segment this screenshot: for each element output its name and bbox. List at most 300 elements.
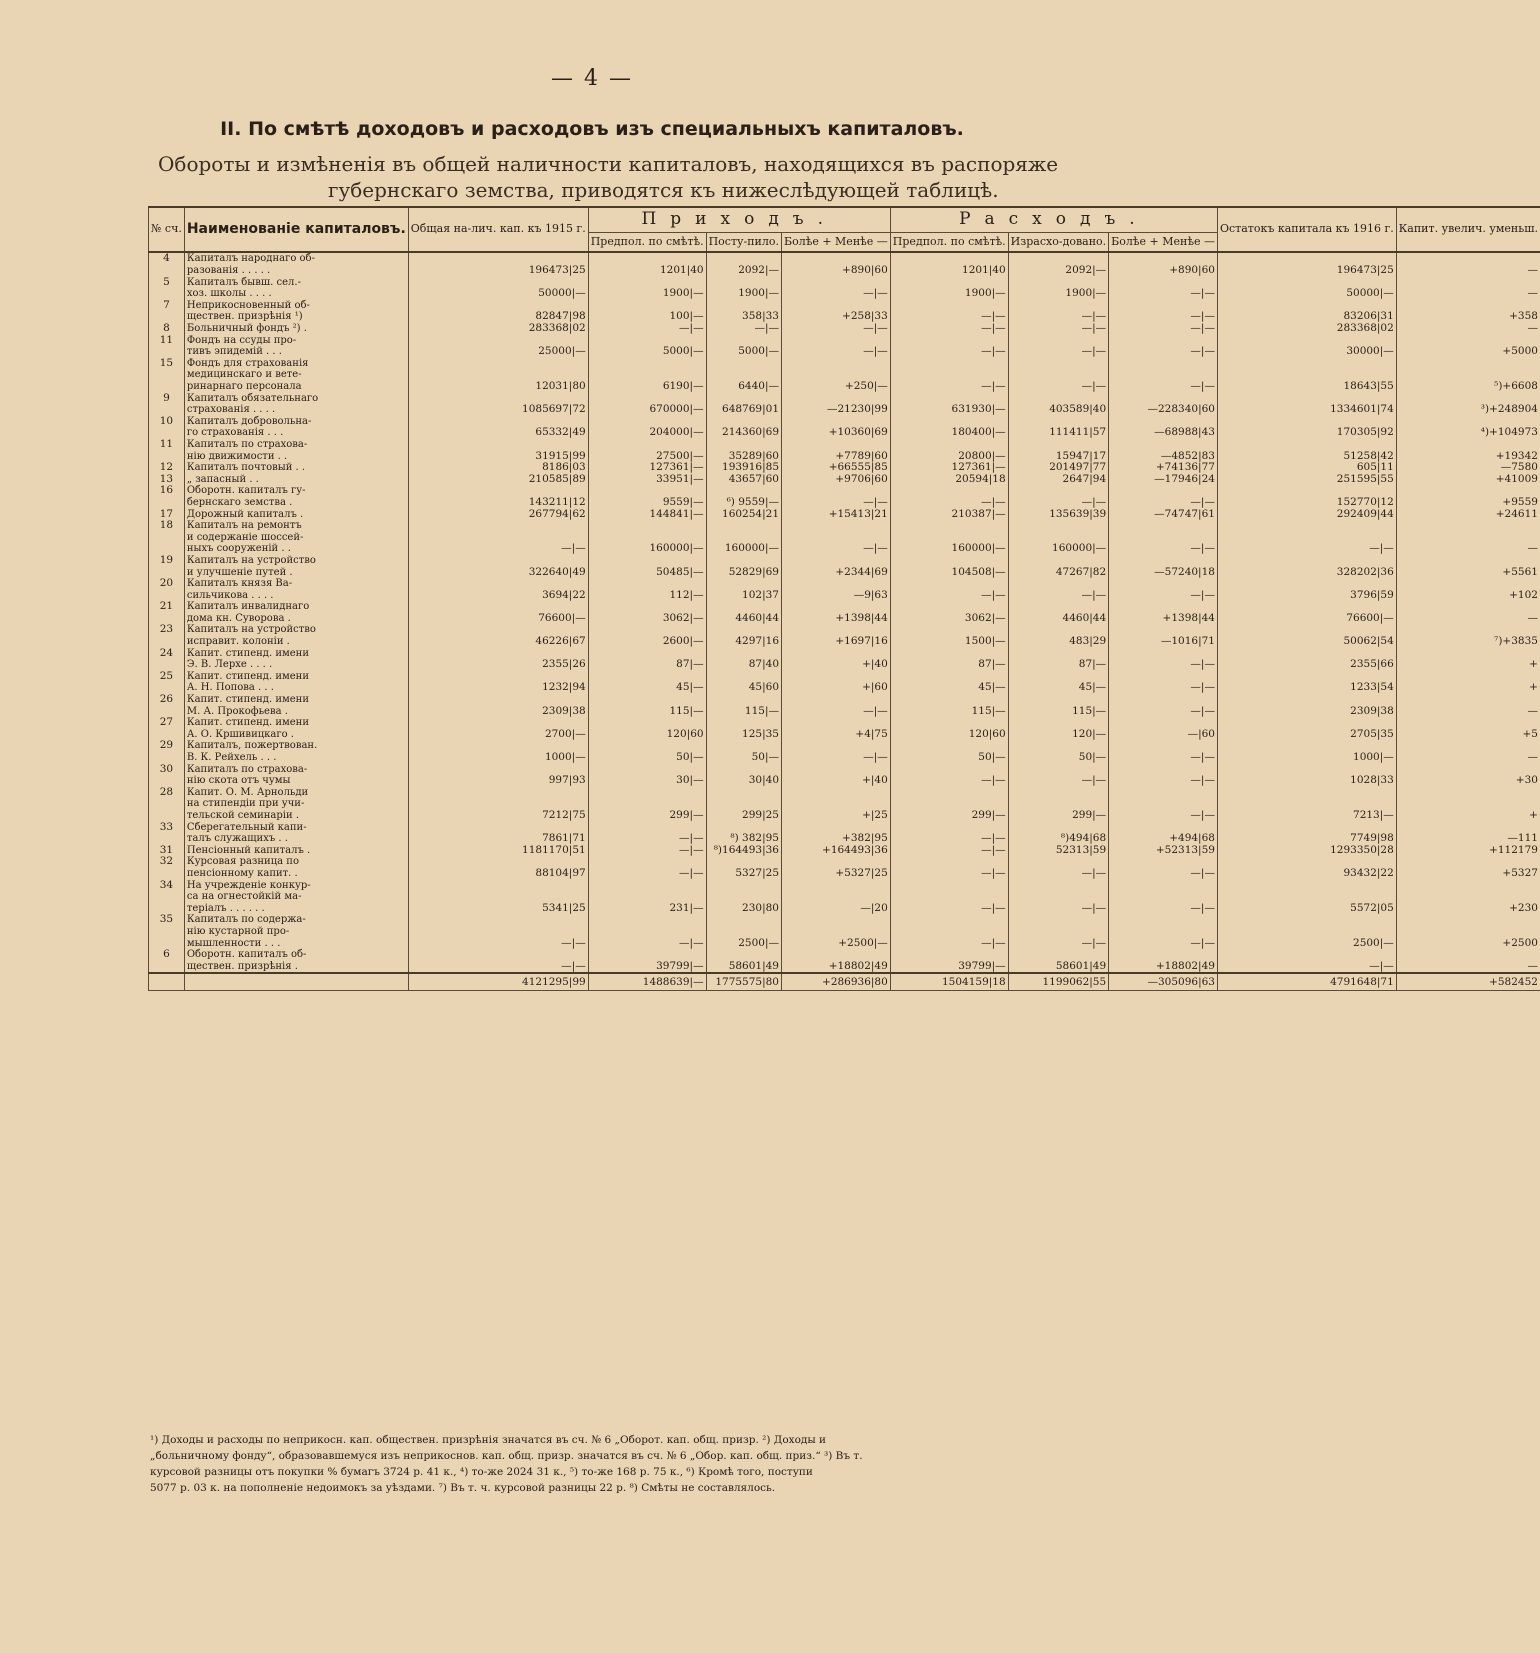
value-cell xyxy=(782,358,891,370)
value-cell: 33951|— xyxy=(588,474,706,486)
table-row xyxy=(149,578,1540,590)
capital-name: разованія . . . . . xyxy=(184,265,408,277)
value-cell: 6440|— xyxy=(706,381,781,393)
value-cell: —|— xyxy=(706,323,781,335)
value-cell: 47267|82 xyxy=(1008,567,1109,579)
value-cell: 204000|— xyxy=(588,427,706,439)
value-cell: +|40 xyxy=(782,775,891,787)
value-cell xyxy=(706,891,781,903)
value-cell: —|— xyxy=(1109,590,1218,602)
value-cell: 1201|40 xyxy=(588,265,706,277)
value-cell: 45|60 xyxy=(706,682,781,694)
value-cell: 180400|— xyxy=(890,427,1008,439)
value-cell: +250|— xyxy=(782,381,891,393)
value-cell: 1900|— xyxy=(706,288,781,300)
value-cell: —|— xyxy=(890,938,1008,950)
total-cell: 1488639|— xyxy=(588,973,706,991)
value-cell xyxy=(588,880,706,892)
capital-name: Капиталъ добровольна- xyxy=(184,416,408,428)
value-cell: —|— xyxy=(588,833,706,845)
capital-name: Больничный фондъ ²) . xyxy=(184,323,408,335)
table-row xyxy=(149,903,1540,915)
capital-name: ществен. призрѣнія . xyxy=(184,961,408,974)
value-cell: —|— xyxy=(1008,346,1109,358)
footnotes xyxy=(150,1432,1180,1496)
value-cell xyxy=(1008,694,1109,706)
value-cell xyxy=(890,914,1008,926)
value-cell: —|— xyxy=(890,590,1008,602)
header-change: Капит. увелич. уменьш. xyxy=(1396,207,1540,252)
value-cell xyxy=(1008,914,1109,926)
page-number: — 4 — xyxy=(551,66,633,91)
value-cell xyxy=(1396,798,1540,810)
account-number xyxy=(149,926,185,938)
value-cell xyxy=(1008,439,1109,451)
value-cell: —|— xyxy=(1109,938,1218,950)
value-cell: 50062|54 xyxy=(1217,636,1396,648)
value-cell xyxy=(1008,787,1109,799)
value-cell xyxy=(408,880,588,892)
value-cell: — xyxy=(1396,543,1540,555)
value-cell: 1500|— xyxy=(890,636,1008,648)
value-cell xyxy=(1396,252,1540,265)
table-row xyxy=(149,404,1540,416)
account-number: 5 xyxy=(149,277,185,289)
account-number xyxy=(149,752,185,764)
table-row xyxy=(149,682,1540,694)
value-cell: 93432|22 xyxy=(1217,868,1396,880)
capital-name: талъ служащихъ . . xyxy=(184,833,408,845)
value-cell: —21230|99 xyxy=(782,404,891,416)
total-cell: —305096|63 xyxy=(1109,973,1218,991)
value-cell: —|— xyxy=(782,497,891,509)
value-cell: +|40 xyxy=(782,659,891,671)
account-number: 13 xyxy=(149,474,185,486)
value-cell xyxy=(1008,578,1109,590)
footnote-line: „больничному фонду“, образовавшемуся изъ неприкоснов. кап. общ. призр. значатся въ сч. № 6 „Обор. кап. общ. приз.“ ³) Въ т. xyxy=(150,1450,863,1462)
account-number: 31 xyxy=(149,845,185,857)
value-cell: —|— xyxy=(1109,497,1218,509)
value-cell xyxy=(706,914,781,926)
table-row xyxy=(149,381,1540,393)
value-cell xyxy=(408,891,588,903)
value-cell: —|— xyxy=(1008,590,1109,602)
value-cell: 87|40 xyxy=(706,659,781,671)
value-cell xyxy=(1008,949,1109,961)
value-cell xyxy=(1396,949,1540,961)
value-cell: 102|37 xyxy=(706,590,781,602)
value-cell: 1900|— xyxy=(588,288,706,300)
value-cell: 1000|— xyxy=(408,752,588,764)
value-cell: —|— xyxy=(588,868,706,880)
value-cell: 7861|71 xyxy=(408,833,588,845)
value-cell xyxy=(408,914,588,926)
value-cell: 2700|— xyxy=(408,729,588,741)
value-cell xyxy=(1109,949,1218,961)
value-cell xyxy=(782,555,891,567)
value-cell xyxy=(1217,358,1396,370)
value-cell xyxy=(782,787,891,799)
account-number xyxy=(149,532,185,544)
value-cell xyxy=(1217,439,1396,451)
value-cell: —68988|43 xyxy=(1109,427,1218,439)
value-cell: —|— xyxy=(890,868,1008,880)
value-cell: 135639|39 xyxy=(1008,509,1109,521)
value-cell: +66555|85 xyxy=(782,462,891,474)
value-cell: —4852|83 xyxy=(1109,451,1218,463)
value-cell: —74747|61 xyxy=(1109,509,1218,521)
value-cell: —|— xyxy=(782,323,891,335)
capital-name: Капиталъ на устройство xyxy=(184,624,408,636)
value-cell: 50485|— xyxy=(588,567,706,579)
value-cell xyxy=(706,949,781,961)
value-cell: 120|60 xyxy=(890,729,1008,741)
value-cell xyxy=(706,578,781,590)
value-cell: 50|— xyxy=(588,752,706,764)
value-cell: 35289|60 xyxy=(706,451,781,463)
value-cell xyxy=(890,891,1008,903)
value-cell: 160000|— xyxy=(1008,543,1109,555)
account-number xyxy=(149,798,185,810)
value-cell: 2092|— xyxy=(706,265,781,277)
account-number: 19 xyxy=(149,555,185,567)
value-cell xyxy=(1396,601,1540,613)
value-cell: 65332|49 xyxy=(408,427,588,439)
value-cell: 283368|02 xyxy=(1217,323,1396,335)
table-row xyxy=(149,636,1540,648)
account-number: 10 xyxy=(149,416,185,428)
table-row xyxy=(149,775,1540,787)
account-number xyxy=(149,961,185,974)
value-cell: 2092|— xyxy=(1008,265,1109,277)
value-cell: +1697|16 xyxy=(782,636,891,648)
table-row xyxy=(149,787,1540,799)
capital-name: исправит. колоніи . xyxy=(184,636,408,648)
value-cell: 1085697|72 xyxy=(408,404,588,416)
value-cell: 5000|— xyxy=(706,346,781,358)
value-cell xyxy=(588,891,706,903)
value-cell: 45|— xyxy=(890,682,1008,694)
account-number xyxy=(149,636,185,648)
value-cell xyxy=(1396,671,1540,683)
value-cell: —|— xyxy=(1109,543,1218,555)
value-cell xyxy=(588,926,706,938)
capital-name: мышленности . . . xyxy=(184,938,408,950)
value-cell xyxy=(1396,555,1540,567)
value-cell: 201497|77 xyxy=(1008,462,1109,474)
value-cell: 144841|— xyxy=(588,509,706,521)
value-cell: —|— xyxy=(782,543,891,555)
value-cell: +5561 xyxy=(1396,567,1540,579)
account-number: 16 xyxy=(149,485,185,497)
value-cell: 25000|— xyxy=(408,346,588,358)
table-row xyxy=(149,914,1540,926)
value-cell xyxy=(782,880,891,892)
value-cell: 1334601|74 xyxy=(1217,404,1396,416)
value-cell: —|— xyxy=(1109,706,1218,718)
value-cell: +230 xyxy=(1396,903,1540,915)
account-number: 32 xyxy=(149,856,185,868)
value-cell: 299|25 xyxy=(706,810,781,822)
account-number: 23 xyxy=(149,624,185,636)
total-cell: 1504159|18 xyxy=(890,973,1008,991)
capital-name: Капит. стипенд. имени xyxy=(184,671,408,683)
table-row xyxy=(149,740,1540,752)
account-number xyxy=(149,381,185,393)
table-row xyxy=(149,949,1540,961)
value-cell: +164493|36 xyxy=(782,845,891,857)
value-cell: 52313|59 xyxy=(1008,845,1109,857)
value-cell: ⁴)+104973 xyxy=(1396,427,1540,439)
account-number xyxy=(149,810,185,822)
capital-name: Капиталъ обязательнаго xyxy=(184,393,408,405)
value-cell xyxy=(1008,555,1109,567)
value-cell: 299|— xyxy=(890,810,1008,822)
value-cell: 1293350|28 xyxy=(1217,845,1396,857)
total-cell: 4121295|99 xyxy=(408,973,588,991)
table-row xyxy=(149,961,1540,974)
header-exp-diff: Болѣе + Менѣе — xyxy=(1109,232,1218,252)
table-row xyxy=(149,277,1540,289)
value-cell: +18802|49 xyxy=(782,961,891,974)
value-cell: —17946|24 xyxy=(1109,474,1218,486)
value-cell: +10360|69 xyxy=(782,427,891,439)
value-cell xyxy=(782,578,891,590)
capital-name: А. О. Кршивицкаго . xyxy=(184,729,408,741)
value-cell: 20594|18 xyxy=(890,474,1008,486)
value-cell: 112|— xyxy=(588,590,706,602)
value-cell: 196473|25 xyxy=(408,265,588,277)
value-cell: 160000|— xyxy=(588,543,706,555)
value-cell: —|— xyxy=(890,775,1008,787)
account-number: 17 xyxy=(149,509,185,521)
header-start: Общая на-лич. кап. къ 1915 г. xyxy=(408,207,588,252)
value-cell xyxy=(1396,439,1540,451)
value-cell: 6190|— xyxy=(588,381,706,393)
value-cell xyxy=(706,787,781,799)
capital-name: теріалъ . . . . . . xyxy=(184,903,408,915)
account-number: 11 xyxy=(149,335,185,347)
value-cell: 30|— xyxy=(588,775,706,787)
table-row xyxy=(149,439,1540,451)
table-row xyxy=(149,810,1540,822)
value-cell: 160000|— xyxy=(706,543,781,555)
value-cell: +5327|25 xyxy=(782,868,891,880)
value-cell: 58601|49 xyxy=(1008,961,1109,974)
capital-name: Оборотн. капиталъ об- xyxy=(184,949,408,961)
capital-name: Капит. стипенд. имени xyxy=(184,694,408,706)
total-cell: 1775575|80 xyxy=(706,973,781,991)
value-cell: —|— xyxy=(1008,311,1109,323)
value-cell: 30|40 xyxy=(706,775,781,787)
capital-name: нію движимости . . xyxy=(184,451,408,463)
value-cell: —|— xyxy=(1109,288,1218,300)
value-cell: —|— xyxy=(1008,775,1109,787)
value-cell xyxy=(408,439,588,451)
value-cell xyxy=(890,949,1008,961)
capital-name: Капит. стипенд. имени xyxy=(184,717,408,729)
value-cell: —|— xyxy=(1008,497,1109,509)
capital-name: го страхованія . . . xyxy=(184,427,408,439)
value-cell xyxy=(1396,648,1540,660)
value-cell xyxy=(890,880,1008,892)
value-cell: +4|75 xyxy=(782,729,891,741)
value-cell: 111411|57 xyxy=(1008,427,1109,439)
value-cell: 160254|21 xyxy=(706,509,781,521)
value-cell: 283368|02 xyxy=(408,323,588,335)
value-cell: 483|29 xyxy=(1008,636,1109,648)
capital-name: Капиталъ по страхова- xyxy=(184,764,408,776)
value-cell: 152770|12 xyxy=(1217,497,1396,509)
value-cell xyxy=(1217,914,1396,926)
capital-name: А. Н. Попова . . . xyxy=(184,682,408,694)
value-cell: ⁸) 382|95 xyxy=(706,833,781,845)
value-cell: +15413|21 xyxy=(782,509,891,521)
intro-line-2: губернскаго земства, приводятся къ нижеслѣдующей таблицѣ. xyxy=(328,178,999,202)
capital-name: М. А. Прокофьева . xyxy=(184,706,408,718)
value-cell xyxy=(706,358,781,370)
value-cell: 7212|75 xyxy=(408,810,588,822)
capital-name: „ запасный . . xyxy=(184,474,408,486)
value-cell: 83206|31 xyxy=(1217,311,1396,323)
value-cell: 50|— xyxy=(706,752,781,764)
value-cell: 196473|25 xyxy=(1217,265,1396,277)
value-cell: —|— xyxy=(1109,775,1218,787)
account-number: 34 xyxy=(149,880,185,892)
value-cell xyxy=(588,520,706,532)
value-cell: +2500|— xyxy=(782,938,891,950)
value-cell: 27500|— xyxy=(588,451,706,463)
value-cell xyxy=(1396,520,1540,532)
account-number: 24 xyxy=(149,648,185,660)
value-cell: 2500|— xyxy=(706,938,781,950)
value-cell: 39799|— xyxy=(890,961,1008,974)
value-cell: 88104|97 xyxy=(408,868,588,880)
table-row xyxy=(149,880,1540,892)
value-cell xyxy=(890,520,1008,532)
value-cell: 4460|44 xyxy=(1008,613,1109,625)
table-row xyxy=(149,335,1540,347)
value-cell: —|— xyxy=(1217,961,1396,974)
capital-name: Пенсіонный капиталъ . xyxy=(184,845,408,857)
value-cell: 4297|16 xyxy=(706,636,781,648)
section-title: II. По смѣтѣ доходовъ и расходовъ изъ специальныхъ капиталовъ. xyxy=(220,118,964,140)
value-cell xyxy=(1217,891,1396,903)
value-cell: —111 xyxy=(1396,833,1540,845)
value-cell: —|— xyxy=(1109,810,1218,822)
value-cell xyxy=(706,880,781,892)
value-cell xyxy=(1109,891,1218,903)
value-cell xyxy=(1217,880,1396,892)
capital-name: Фондъ на ссуды про- xyxy=(184,335,408,347)
total-cell: +286936|80 xyxy=(782,973,891,991)
value-cell: —|— xyxy=(1109,868,1218,880)
value-cell: 120|— xyxy=(1008,729,1109,741)
value-cell: 2705|35 xyxy=(1217,729,1396,741)
value-cell: +9559 xyxy=(1396,497,1540,509)
value-cell: —|— xyxy=(890,346,1008,358)
value-cell: +1398|44 xyxy=(782,613,891,625)
capital-name: пенсіонному капит. . xyxy=(184,868,408,880)
capital-name: ныхъ сооруженій . . xyxy=(184,543,408,555)
value-cell: 160000|— xyxy=(890,543,1008,555)
account-number xyxy=(149,265,185,277)
value-cell xyxy=(1396,891,1540,903)
value-cell: 7749|98 xyxy=(1217,833,1396,845)
value-cell: 46226|67 xyxy=(408,636,588,648)
table-row xyxy=(149,694,1540,706)
value-cell: 115|— xyxy=(890,706,1008,718)
account-number: 7 xyxy=(149,300,185,312)
total-cell: 4791648|71 xyxy=(1217,973,1396,991)
capital-name: Капиталъ по содержа- xyxy=(184,914,408,926)
value-cell: —1016|71 xyxy=(1109,636,1218,648)
account-number: 25 xyxy=(149,671,185,683)
capitals-table xyxy=(148,206,1540,991)
value-cell: 358|33 xyxy=(706,311,781,323)
value-cell: —|— xyxy=(890,381,1008,393)
value-cell: 2309|38 xyxy=(408,706,588,718)
value-cell: 43657|60 xyxy=(706,474,781,486)
value-cell: 193916|85 xyxy=(706,462,781,474)
value-cell: —|— xyxy=(1109,381,1218,393)
table-row xyxy=(149,938,1540,950)
table-row xyxy=(149,265,1540,277)
account-number: 20 xyxy=(149,578,185,590)
value-cell xyxy=(1396,358,1540,370)
value-cell: +382|95 xyxy=(782,833,891,845)
value-cell: —|— xyxy=(1008,938,1109,950)
table-row xyxy=(149,729,1540,741)
account-number: 11 xyxy=(149,439,185,451)
account-number: 18 xyxy=(149,520,185,532)
value-cell: +41009 xyxy=(1396,474,1540,486)
value-cell: ⁷)+3835 xyxy=(1396,636,1540,648)
value-cell xyxy=(1109,520,1218,532)
value-cell: 3062|— xyxy=(588,613,706,625)
value-cell: +19342 xyxy=(1396,451,1540,463)
value-cell xyxy=(1396,914,1540,926)
value-cell: —|— xyxy=(408,938,588,950)
value-cell xyxy=(1217,555,1396,567)
value-cell xyxy=(1217,578,1396,590)
value-cell: —|20 xyxy=(782,903,891,915)
value-cell xyxy=(782,891,891,903)
value-cell xyxy=(1396,532,1540,544)
capital-name: Сберегательный капи- xyxy=(184,822,408,834)
table-row xyxy=(149,474,1540,486)
total-cell: +582452 xyxy=(1396,973,1540,991)
footnote-line: ¹) Доходы и расходы по неприкосн. кап. обществен. призрѣнія значатся въ сч. № 6 „Оборот. кап. общ. призр. ²) Доходы и xyxy=(150,1434,827,1446)
capital-name: Капиталъ бывш. сел.- xyxy=(184,277,408,289)
value-cell: 1181170|51 xyxy=(408,845,588,857)
value-cell: 2647|94 xyxy=(1008,474,1109,486)
value-cell: 50000|— xyxy=(408,288,588,300)
value-cell: 45|— xyxy=(588,682,706,694)
table-row xyxy=(149,926,1540,938)
value-cell xyxy=(408,787,588,799)
value-cell xyxy=(588,914,706,926)
value-cell: — xyxy=(1396,961,1540,974)
value-cell xyxy=(408,949,588,961)
value-cell xyxy=(1109,914,1218,926)
value-cell: —|— xyxy=(1109,682,1218,694)
table-row xyxy=(149,323,1540,335)
value-cell: +|60 xyxy=(782,682,891,694)
value-cell xyxy=(890,694,1008,706)
value-cell: —7580 xyxy=(1396,462,1540,474)
value-cell: 5327|25 xyxy=(706,868,781,880)
